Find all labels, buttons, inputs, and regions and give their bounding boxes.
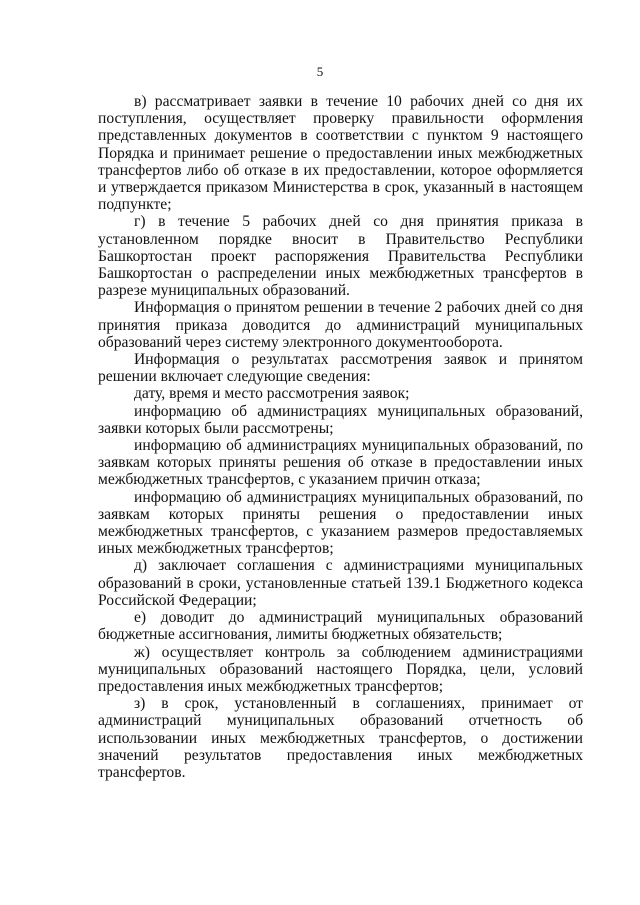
paragraph-zh: ж) осуществляет контроль за соблюдением администрациями муниципальных образований настоящего Порядка, цели, условий предоставления иных межбюджетных трансфертов; bbox=[98, 643, 583, 695]
list-item-date: дату, время и место рассмотрения заявок; bbox=[134, 385, 410, 403]
list-item-refused: информацию об администрациях муниципальных образований, по заявкам которых приняты решения об отказе в предоставлении иных межбюджетных трансфертов, с указанием причин отказа; bbox=[98, 437, 583, 489]
paragraph-z: з) в срок, установленный в соглашениях, принимает от администраций муниципальных образований отчетность об использовании иных межбюджетных трансфертов, о достижении значений результатов предоставления иных межбюджетных трансфертов. bbox=[98, 695, 583, 781]
paragraph-g: г) в течение 5 рабочих дней со дня принятия приказа в установленном порядке вносит в Правительство Республики Башкортостан проект распоряжения Правительства Республики Башкортостан о распределении иных межбюджетных трансфертов в разрезе муниципальных образований. bbox=[98, 213, 583, 300]
list-item-granted: информацию об администрациях муниципальных образований, по заявкам которых приняты решения о предоставлении иных межбюджетных трансфертов, с указанием размеров предоставляемых иных межбюджетных трансфертов; bbox=[98, 488, 583, 558]
paragraph-results-info: Информация о результатах рассмотрения заявок и принятом решении включает следующие сведения: bbox=[98, 351, 583, 386]
paragraph-e: е) доводит до администраций муниципальных образований бюджетные ассигнования, лимиты бюджетных обязательств; bbox=[98, 609, 583, 644]
page-number: 5 bbox=[316, 64, 324, 79]
paragraph-decision-info: Информация о принятом решении в течение 2 рабочих дней со дня принятия приказа доводится до администраций муниципальных образований через систему электронного документооборота. bbox=[98, 299, 583, 351]
paragraph-v: в) рассматривает заявки в течение 10 рабочих дней со дня их поступления, осуществляет проверку правильности оформления представленных документов в соответствии с пунктом 9 настоящего Порядка и принимает решение о предоставлении иных межбюджетных трансфертов либо об отказе в их предоставлении, которое оформляется и утверждается приказом Министерства в срок, указанный в настоящем подпункте; bbox=[98, 93, 583, 214]
paragraph-d: д) заключает соглашения с администрациями муниципальных образований в сроки, установленные статьей 139.1 Бюджетного кодекса Российской Федерации; bbox=[98, 557, 583, 609]
list-item-reviewed: информацию об администрациях муниципальных образований, заявки которых были рассмотрены; bbox=[98, 402, 583, 437]
document-body bbox=[98, 93, 583, 781]
